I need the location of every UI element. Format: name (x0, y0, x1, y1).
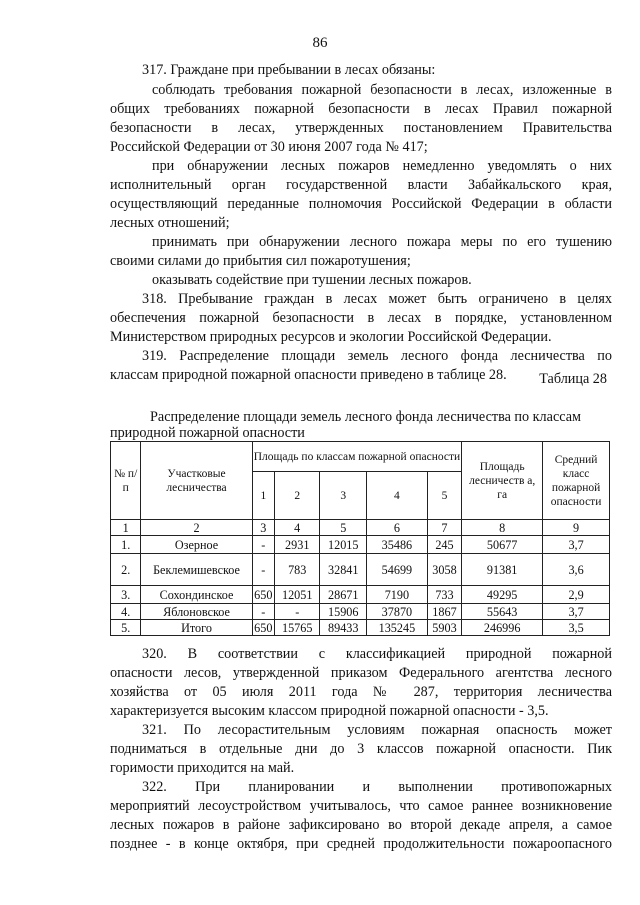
table-cell: 245 (427, 536, 461, 554)
table-cell: 3058 (427, 554, 461, 586)
table-row (111, 554, 610, 586)
text-line: опасности лесов, утвержденной приказом Федерального агентства лесного (110, 665, 612, 681)
text-line: подниматься в отдельные дни до 3 классов пожарной опасности. Пик (110, 741, 612, 757)
table-cell: - (252, 554, 274, 586)
header-class: 5 (427, 472, 461, 520)
table-cell: - (252, 604, 274, 620)
header-class: 2 (274, 472, 320, 520)
table-cell: 4. (111, 604, 141, 620)
text-line: хозяйства от 05 июля 2011 года № 287, территория лесничества (110, 684, 612, 700)
text-line: безопасности в лесах, утвержденных постановлением Правительства (110, 120, 612, 136)
table-cell: 49295 (462, 586, 543, 604)
header-total-area: Площадь лесничеств а, га (462, 442, 543, 520)
table-cell: 3,7 (543, 604, 610, 620)
table-cell: 32841 (320, 554, 367, 586)
table-cell: 15765 (274, 620, 320, 636)
table-cell: 3. (111, 586, 141, 604)
text-line: соблюдать требования пожарной безопасности в лесах, изложенные в (152, 82, 612, 98)
header-number: № п/п (111, 442, 141, 520)
text-line: классам природной пожарной опасности приведено в таблице 28. (110, 367, 507, 383)
table-cell: 55643 (462, 604, 543, 620)
table-cell: 2. (111, 554, 141, 586)
table-cell: 1867 (427, 604, 461, 620)
text-line: своими силами до прибытия сил пожаротушения; (110, 253, 411, 269)
text-line: характеризуется высоким классом природной пожарной опасности - 3,5. (110, 703, 549, 719)
fire-danger-table (110, 441, 610, 636)
column-number: 3 (252, 520, 274, 536)
table-cell: 650 (254, 620, 273, 635)
text-line: Министерством природных ресурсов и экологии Российской Федерации. (110, 329, 552, 345)
paragraph-321: 321. По лесорастительным условиям пожарная опасность может (142, 722, 612, 738)
table-cell: 35486 (367, 536, 428, 554)
column-number: 5 (320, 520, 367, 536)
table-row-total (111, 620, 610, 636)
paragraph-317-heading: 317. Граждане при пребывании в лесах обязаны: (142, 62, 436, 78)
table-cell: 12015 (320, 536, 367, 554)
table-cell: 2931 (274, 536, 320, 554)
text-line: осуществляющий переданные полномочия Российской Федерации в области (110, 196, 612, 212)
table-cell: 91381 (462, 554, 543, 586)
table-cell: 783 (274, 554, 320, 586)
paragraph-318: 318. Пребывание граждан в лесах может быть ограничено в целях (142, 291, 612, 307)
table-cell: 50677 (462, 536, 543, 554)
paragraph-319: 319. Распределение площади земель лесного фонда лесничества по (142, 348, 612, 364)
table-cell: 2,9 (543, 586, 610, 604)
page-number: 86 (312, 35, 328, 51)
column-number: 8 (462, 520, 543, 536)
table-cell: 28671 (320, 586, 367, 604)
text-line: оказывать содействие при тушении лесных пожаров. (152, 272, 472, 288)
table-cell: 7190 (367, 586, 428, 604)
table-cell: 650 (254, 587, 273, 602)
header-average-class: Средний класс пожарной опасности (543, 442, 610, 520)
header-forestry: Участковые лесничества (141, 442, 252, 520)
table-cell: 3,5 (543, 620, 610, 636)
text-line: позднее - в конце октября, при средней продолжительности пожароопасного (110, 836, 612, 852)
paragraph-320: 320. В соответствии с классификацией природной пожарной (142, 646, 612, 662)
column-number: 9 (543, 520, 610, 536)
table-cell: - (274, 604, 320, 620)
text-line: принимать при обнаружении лесного пожара меры по его тушению (152, 234, 612, 250)
table-cell: 3,6 (543, 554, 610, 586)
text-line: общих требованиях пожарной безопасности в лесах Правил пожарной (110, 101, 612, 117)
text-line: при обнаружении лесных пожаров немедленно уведомлять о них (152, 158, 612, 174)
text-line: Российской Федерации от 30 июня 2007 года № 417; (110, 139, 428, 155)
table-cell: Озерное (141, 536, 252, 554)
text-line: обеспечения пожарной безопасности в лесах в порядке, установленном (110, 310, 612, 326)
table-reference: Таблица 28 (539, 371, 607, 387)
text-line: исполнительный орган государственной власти Забайкальского края, (110, 177, 612, 193)
table-cell: Итого (141, 620, 252, 636)
column-number: 6 (367, 520, 428, 536)
header-class: 3 (320, 472, 367, 520)
header-class: 1 (252, 472, 274, 520)
text-line: лесных пожаров в районе зафиксировано во второй декаде апреля, а самое (110, 817, 612, 833)
table-caption: Распределение площади земель лесного фонда лесничества по классам (150, 409, 581, 425)
table-cell: 135245 (367, 620, 428, 636)
column-number: 4 (274, 520, 320, 536)
table-cell: 12051 (274, 586, 320, 604)
table-cell: Яблоновское (141, 604, 252, 620)
table-cell: 5. (111, 620, 141, 636)
table-cell: Сохондинское (141, 586, 252, 604)
table-cell: 54699 (367, 554, 428, 586)
text-line: лесных отношений; (110, 215, 230, 231)
table-cell: 15906 (320, 604, 367, 620)
table-cell: 37870 (367, 604, 428, 620)
table-caption-continued: природной пожарной опасности (110, 425, 305, 441)
column-number: 1 (111, 520, 141, 536)
table-row (111, 586, 610, 604)
column-number: 7 (427, 520, 461, 536)
table-row (111, 604, 610, 620)
column-number: 2 (141, 520, 252, 536)
table-cell: 1. (111, 536, 141, 554)
text-line: мероприятий лесоустройством учитывалось, что самое раннее возникновение (110, 798, 612, 814)
table-cell: Беклемишевское (141, 554, 252, 586)
table-row (111, 536, 610, 554)
table-cell: 5903 (427, 620, 461, 636)
header-area-by-class: Площадь по классам пожарной опасности (252, 442, 462, 472)
paragraph-322: 322. При планировании и выполнении противопожарных (142, 779, 612, 795)
table-cell: 246996 (462, 620, 543, 636)
table-cell: 733 (427, 586, 461, 604)
table-cell: 3,7 (543, 536, 610, 554)
text-line: горимости приходится на май. (110, 760, 295, 776)
table-cell: 89433 (320, 620, 367, 636)
column-number-row (111, 520, 610, 536)
header-class: 4 (367, 472, 428, 520)
table-cell: - (252, 536, 274, 554)
